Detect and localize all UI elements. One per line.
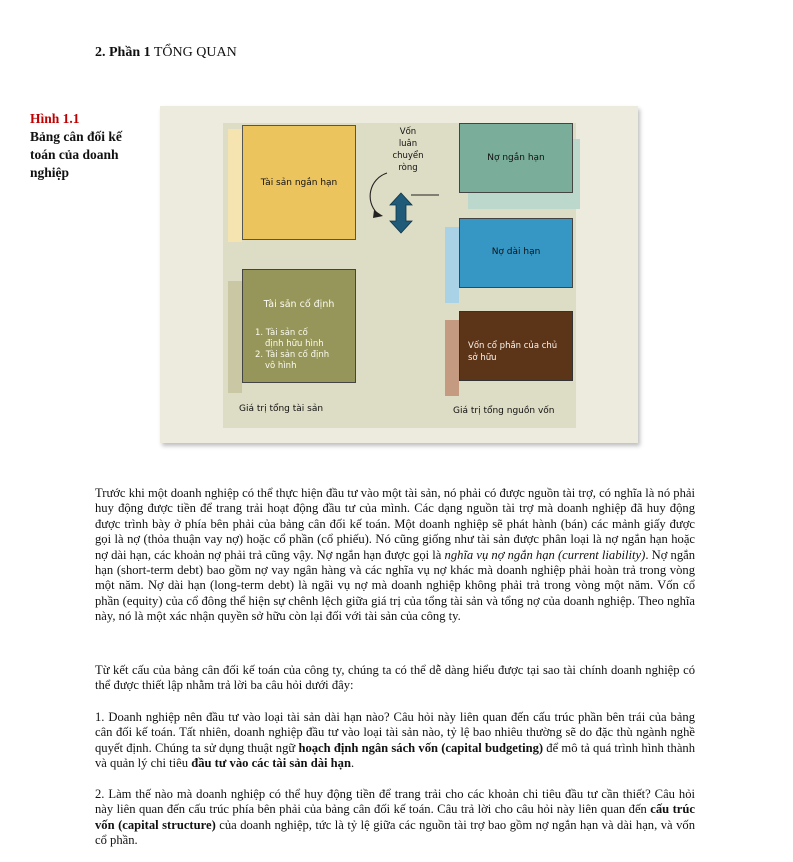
paragraph-3-text-c: . <box>350 756 355 771</box>
section-title: TỔNG QUAN <box>153 45 237 60</box>
paragraph-1-text-a: Trước khi một doanh nghiệp có thể thực hiện đầu tư vào một tài sản, nó phải có được nguồn tài trợ, có nghĩa là nó phải huy động được tiền để trang trải hoạt động đầu tư của mình. Các dạng nguồn tài trợ mà doanh nghiệp đã huy động được trình bày ở phía bên phải của bảng cân đối kế toán. Một doanh nghiệp sẽ phát hành (bán) các mảnh giấy được gọi là nợ (thỏa thuận vay nợ) hoặc cổ phần (cổ phiếu). Nó cũng giống như tài sản được phân loại là nợ ngắn hạn hoặc nợ dài hạn, các khoản nợ phải trả cũng vậy. Nợ ngắn hạn được gọi là <box>95 486 695 562</box>
fixed-assets-title: Tài sản cố định <box>263 299 335 310</box>
total-assets-label: Giá trị tổng tài sản <box>239 404 324 414</box>
figure-number: Hình 1.1 <box>30 111 80 126</box>
nwc-line-4: ròng <box>398 163 418 173</box>
paragraph-1-text-b: . Nợ ngắn hạn (short-term debt) bao gồm nợ vay ngân hàng và các nghĩa vụ nợ khác mà doanh nghiệp phải hoàn trả trong vòng một năm. Nợ dài hạn (long-term debt) là ngãi vụ nợ mà doanh nghiệp không phải trả trong vòng một năm. Vốn cổ phần (equity) của cổ đông thể hiện sự chênh lệch giữa giá trị của tổng tài sản và tổng nợ của doanh nghiệp. Theo nghĩa này, nó là một xác nhận quyền sở hữu còn lại đối với tài sản của công ty. <box>95 547 696 624</box>
long-term-debt-shade <box>445 227 459 303</box>
figure-caption <box>30 110 145 182</box>
paragraph-1-italic: nghĩa vụ nợ ngắn hạn (current liability) <box>444 547 646 562</box>
equity-line-2: sở hữu <box>468 353 497 363</box>
long-term-debt-label: Nợ dài hạn <box>491 247 541 257</box>
short-term-debt-label: Nợ ngắn hạn <box>487 153 545 163</box>
short-term-debt-box <box>459 123 573 193</box>
nwc-line-3: chuyển <box>392 151 424 161</box>
equity-label <box>468 340 557 364</box>
total-sources-label: Giá trị tổng nguồn vốn <box>453 406 555 416</box>
paragraph-3-text-b: để mô tả quá trình hình thành và quản lý chi tiêu <box>95 740 696 771</box>
equity-shade <box>445 320 459 396</box>
equity-line-1: Vốn cổ phần của chủ <box>468 341 558 351</box>
balance-sheet-figure <box>160 106 638 443</box>
paragraph-1 <box>95 486 695 625</box>
paragraph-3 <box>95 710 695 772</box>
figure-title: Bảng cân đối kế toán của doanh nghiệp <box>30 129 122 180</box>
short-term-assets-box <box>242 125 356 240</box>
paragraph-2-text: Từ kết cấu của bảng cân đối kế toán của công ty, chúng ta có thể dễ dàng hiểu được tại sao tài chính doanh nghiệp có thể được thiết lập nhằm trả lời ba câu hỏi dưới đây: <box>95 663 695 693</box>
paragraph-4-text-a: 2. Làm thế nào mà doanh nghiệp có thể huy động tiền để trang trải cho các khoản chi tiêu đầu tư cần thiết? Câu hỏi này liên quan đến cấu trúc phía bên phải của bảng cân đối kế toán. Câu trả lời cho câu hỏi này liên quan đến <box>95 787 695 817</box>
figure-panel <box>223 123 576 428</box>
fixed-assets-box <box>242 269 356 383</box>
paragraph-2 <box>95 663 695 694</box>
fixed-assets-shade <box>228 281 242 393</box>
fixed-asset-item-2: định hữu hình <box>265 339 324 349</box>
equity-box <box>459 311 573 381</box>
double-arrow-icon <box>390 193 412 233</box>
paragraph-3-text-a: 1. Doanh nghiệp nên đầu tư vào loại tài sản dài hạn nào? Câu hỏi này liên quan đến cấu trúc phần bên trái của bảng cân đối kế toán. Tất nhiên, doanh nghiệp đầu tư vào loại tài sản nào, tỷ lệ bao nhiêu thường sẽ do đặc thù ngành nghề quyết định. Chúng ta sử dụng thuật ngữ <box>95 710 695 755</box>
short-term-assets-label: Tài sản ngắn hạn <box>260 178 338 188</box>
paragraph-4-bold: cấu trúc vốn (capital structure) <box>95 802 695 832</box>
fixed-asset-item-4: vô hình <box>265 361 297 371</box>
curved-arrow <box>370 173 387 213</box>
nwc-line-2: luân <box>398 139 418 149</box>
fixed-asset-item-1: 1. Tài sản cố <box>255 328 308 338</box>
curved-arrow-head <box>373 210 383 218</box>
paragraph-4-text-b: của doanh nghiệp, tức là tỷ lệ giữa các nguồn tài trợ bao gồm nợ ngắn hạn và dài hạn, và vốn cổ phần. <box>95 817 695 848</box>
paragraph-3-bold-1: hoạch định ngân sách vốn (capital budgeting) <box>298 740 544 755</box>
section-heading <box>95 45 237 61</box>
paragraph-3-bold-2: đầu tư vào các tài sản dài hạn <box>191 756 351 771</box>
nwc-line-1: Vốn <box>399 127 417 137</box>
fixed-assets-items <box>255 328 329 372</box>
section-number: 2. Phần 1 <box>95 45 151 60</box>
paragraph-4 <box>95 787 695 849</box>
long-term-debt-box <box>459 218 573 288</box>
fixed-asset-item-3: 2. Tài sản cố định <box>255 350 330 360</box>
short-term-assets-shade <box>228 129 242 242</box>
